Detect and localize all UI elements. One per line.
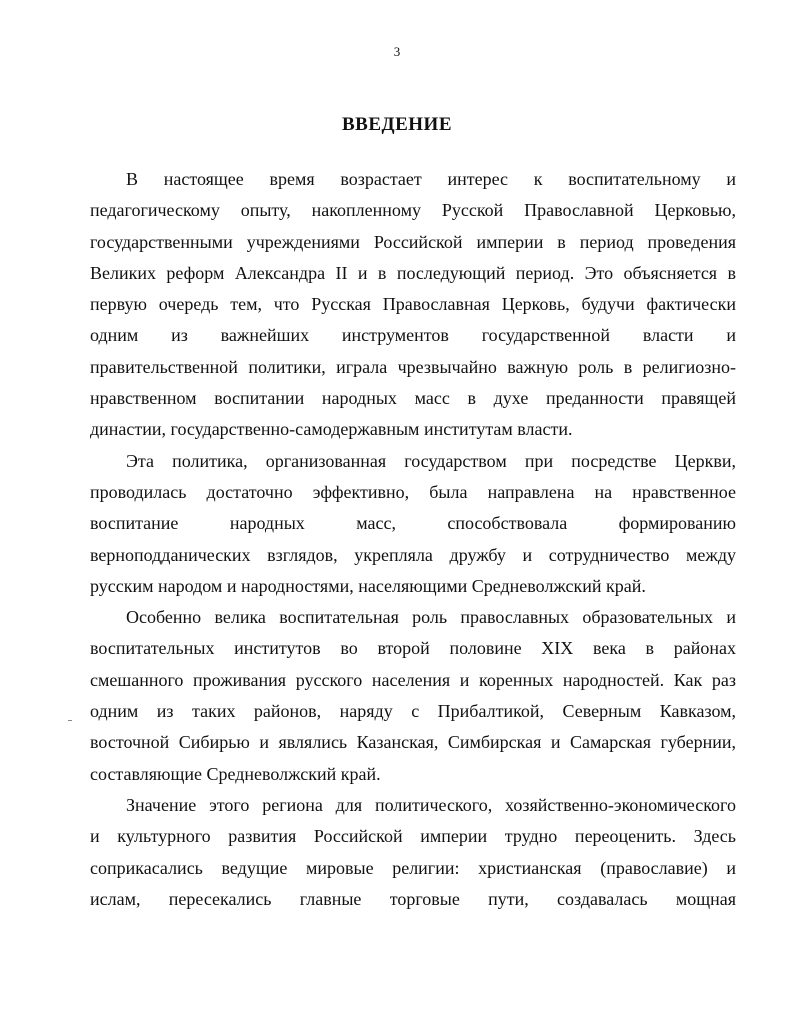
text-line: и культурного развития Российской империи трудно переоценить. Здесь [90, 826, 736, 847]
text-line: педагогическому опыту, накопленному Русской Православной Церковью, [90, 200, 736, 221]
paragraph-3 [90, 602, 736, 790]
text-line: составляющие Средневолжский край. [90, 763, 381, 784]
text-line: соприкасались ведущие мировые религии: христианская (православие) и [90, 857, 736, 878]
text-line: ислам, пересекались главные торговые пути, создавалась мощная [90, 888, 736, 909]
text-line: восточной Сибирью и являлись Казанская, Симбирская и Самарская губернии, [90, 732, 736, 753]
text-line: нравственном воспитании народных масс в духе преданности правящей [90, 388, 736, 409]
text-line: первую очередь тем, что Русская Православная Церковь, будучи фактически [90, 294, 736, 315]
text-line: правительственной политики, играла чрезвычайно важную роль в религиозно- [90, 356, 736, 377]
text-line: государственными учреждениями Российской империи в период проведения [90, 231, 736, 252]
body-text [90, 164, 736, 915]
paragraph-1 [90, 164, 736, 446]
text-line: Особенно велика воспитательная роль православных образовательных и [126, 607, 736, 628]
text-line: Эта политика, организованная государством при посредстве Церкви, [126, 450, 736, 471]
paragraph-4 [90, 790, 736, 915]
margin-mark [68, 720, 72, 721]
text-line: одним из важнейших инструментов государственной власти и [90, 325, 736, 346]
text-line: династии, государственно-самодержавным институтам власти. [90, 419, 573, 440]
text-line: смешанного проживания русского населения и коренных народностей. Как раз [90, 669, 736, 690]
text-line: Великих реформ Александра II и в последующий период. Это объясняется в [90, 262, 736, 283]
text-line: Значение этого региона для политического, хозяйственно-экономического [126, 794, 736, 815]
page-number: 3 [393, 44, 401, 59]
text-line: проводилась достаточно эффективно, была направлена на нравственное [90, 481, 736, 502]
text-line: воспитательных институтов во второй половине XIX века в районах [90, 638, 736, 659]
text-line: воспитание народных масс, способствовала формированию [90, 513, 736, 534]
text-line: В настоящее время возрастает интерес к воспитательному и [126, 169, 736, 189]
text-line: русским народом и народностями, населяющими Средневолжский край. [90, 575, 646, 596]
paragraph-2 [90, 446, 736, 602]
text-line: верноподданических взглядов, укрепляла дружбу и сотрудничество между [90, 544, 736, 565]
page-title: ВВЕДЕНИЕ [342, 114, 452, 135]
text-line: одним из таких районов, наряду с Прибалтикой, Северным Кавказом, [90, 701, 736, 722]
